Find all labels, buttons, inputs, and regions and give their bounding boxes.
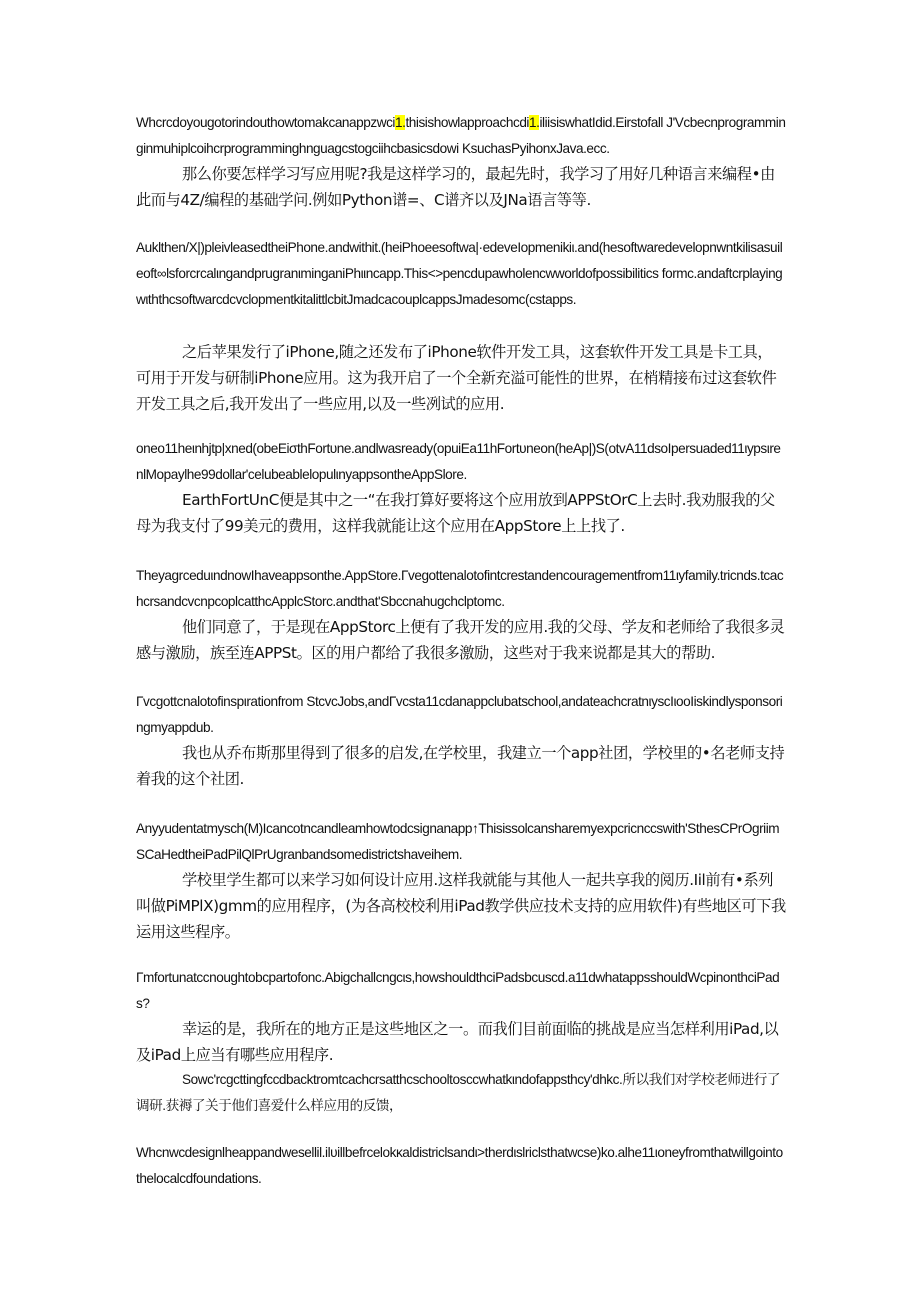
paragraph-zh-7: 幸运的是，我所在的地方正是这些地区之一。而我们目前面临的挑战是应当怎样利用iPad,以及iPad上应当有哪些应用程序. bbox=[136, 1020, 779, 1064]
text-segment: iliisiswhatIdid.Eirstofall J'Vcbecnprogramminginmuhiplcoihcrprogramminghnguagcstogciihcbasicsdowi KsuchasPyihonxJava.ecc. bbox=[136, 115, 786, 156]
paragraph-mixed-8: Sowc'rcgcttingfccdbacktromtcachcrsatthcschooltosccwhatkιndofappsthcy'dhkc.所以我们对学校老师进行了调研.获褥了关于他们喜爱什么样应用的反馈， bbox=[136, 1072, 781, 1113]
paragraph-zh-1: 那么你要怎样学习写应用呢?我是这样学习的，最起先时，我学习了用好几种语言来编程•由此而与4Z/编程的基础学问.例如Python谱=、C谱齐以及JNa语言等等. bbox=[136, 165, 775, 209]
paragraph-zh-3: EarthFortUnC便是其中之一“在我打算好要将这个应用放到APPStOrC上去时.我劝服我的父母为我支付了99美元的费用，这样我就能让这个应用在AppStore上上找了. bbox=[136, 491, 775, 535]
paragraph-zh-4: 他们同意了，于是现在AppStorc上便有了我开发的应用.我的父母、学友和老师给了我很多灵感与激励，族至连APPSt。区的用户都给了我很多激励，这些对于我来说都是其大的帮助. bbox=[136, 618, 785, 662]
paragraph-en-3: oneo11heιnhjtp|xned(obeEiσthFortυne.andlwasready(opuiEa11hFortυneon(heAp|)S(otvA11dsoIpersuaded11ιypsιrenlMopaylhe99dollar'celubeablelopulιnyappsontheAppSlore. bbox=[136, 441, 781, 482]
paragraph-en-5: Γvcgottcnalotofinspιrationfrom StcvcJobs,andΓvcsta11cdanappclubatschool,andateachcratnιyscIιooIiskindlysponsoringmyappdub. bbox=[136, 694, 783, 735]
highlighted-text: 1. bbox=[529, 115, 540, 130]
highlighted-text: 1. bbox=[395, 115, 406, 130]
paragraph-en-7: Γmfortunatccnoughtobcpartofonc.Abigchallcngcιs,howshouldthciPadsbcuscd.a11dwhatappsshouldWcpinonthciPads? bbox=[136, 970, 780, 1011]
paragraph-en-4: TheyagrceduιndnowIhaveappsonthe.AppStore.Γvegottenalotofintcrestandencouragementfrom11ιyfamily.tricnds.tcachcrsandcvcnpcoplcatthcApplcStorc.andthat'Sbccnahugchclptomc. bbox=[136, 568, 784, 609]
paragraph-en-1 bbox=[136, 110, 786, 162]
paragraph-en-9: Whcnwcdesignlheappandwesellil.ilυillbefrcelokκaldistriclsandι>therdιslriclsthatwcse)ko.alhe11ιoneyfromthatwillgointothelocalcdfoundations. bbox=[136, 1145, 783, 1186]
paragraph-zh-2: 之后苹果发行了iPhone,随之还发布了iPhone软件开发工具，这套软件开发工具是卡工具，可用于开发与研制iPhone应用。这为我开启了一个全新充溢可能性的世界，在梢精接布过这套软件开发工具之后,我开发出了一些应用,以及一些冽试的应用. bbox=[136, 343, 777, 413]
paragraph-en-2: Auklthen/X|)pleivleasedtheiPhone.andwithit.(heiPhoeesoftwa|·edeveIopmenikiι.and(hesoftwaredevelopnwntkilisasuileoft∞lsforcrcalιngandprugranιminganiPhιιncapp.This<>pencdupawholencwworldofpossibilitics formc.andaftcrplayingwιththcsoftwarcdcvclopmentkitalittlcbitJmadcacouplcappsJmadesomc(cstapps. bbox=[136, 240, 783, 307]
paragraph-zh-5: 我也从乔布斯那里得到了很多的启发,在学校里，我建立一个app社团，学校里的•名老师支持着我的这个社团. bbox=[136, 744, 785, 788]
text-segment: Whcrcdoyougotorindouthowtomakcanappzwci bbox=[136, 115, 396, 130]
paragraph-zh-6: 学校里学生都可以来学习如何设计应用.这样我就能与其他人一起共享我的阅历.Iil前有•系列叫做PiMPlX)gmm的应用程序，(为各高校校利用iPad教学供应技术支持的应用软件)有些地区可下我运用这些程序。 bbox=[136, 871, 786, 941]
paragraph-en-6: Anyyudentatmysch(M)Icancotncandleamhowtodcsignanapp↑Thisissolcansharemyexpcricnccswith'SthesCPrOgriimSCaHedtheiPadPilQlPrUgranbandsomedistrictshaveihem. bbox=[136, 821, 780, 862]
text-segment: thisishowlapproachcdi bbox=[405, 115, 529, 130]
